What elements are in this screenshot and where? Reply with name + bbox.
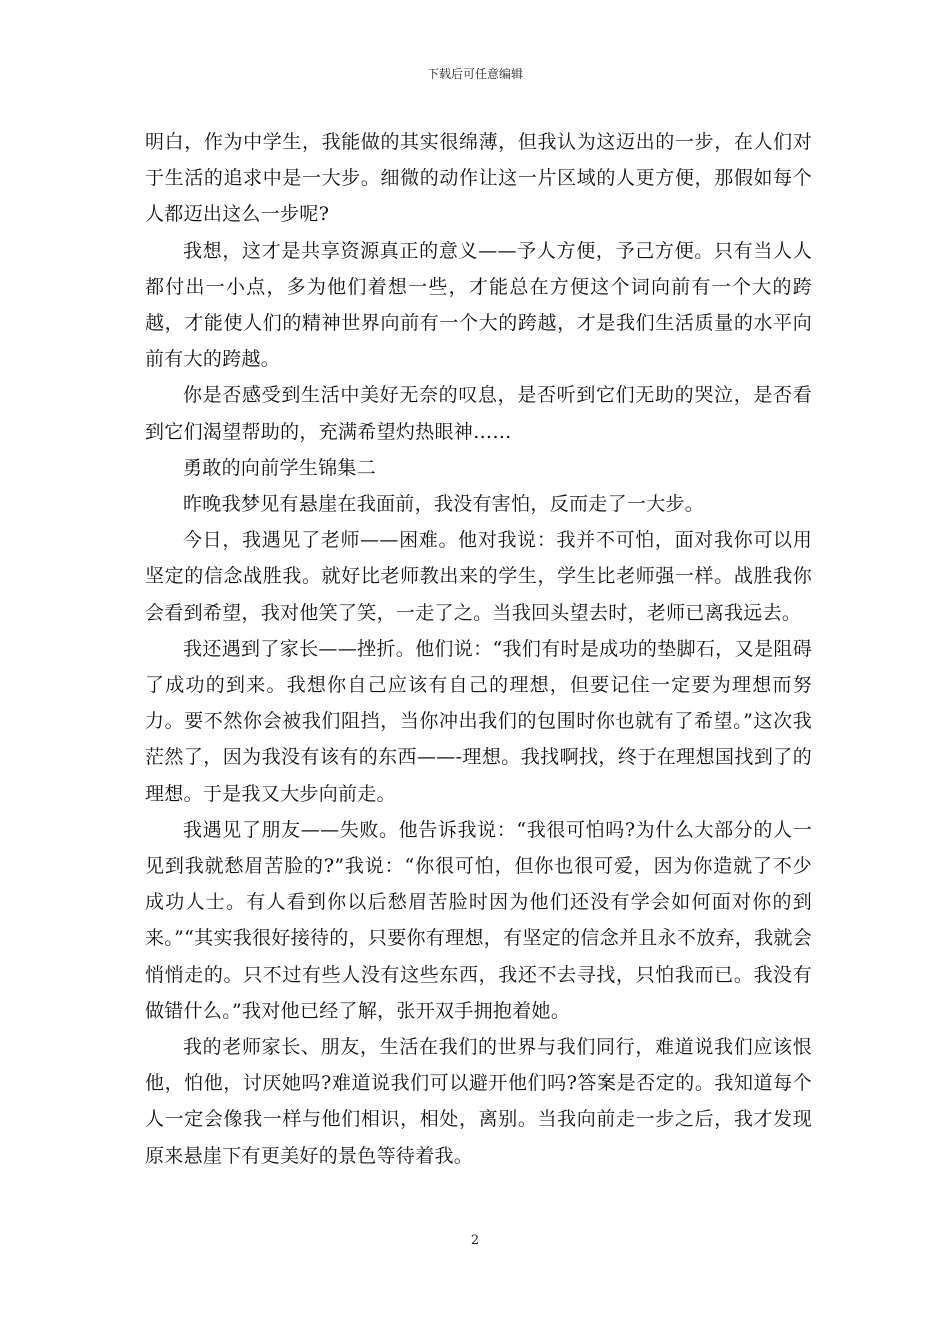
document-body bbox=[145, 124, 812, 1174]
page-header: 下载后可任意编辑 bbox=[426, 67, 523, 81]
section-title: 勇敢的向前学生锦集二 bbox=[183, 456, 377, 479]
paragraph: 昨晚我梦见有悬崖在我面前，我没有害怕，反而走了一大步。 bbox=[183, 493, 705, 516]
paragraph: 我的老师家长、朋友，生活在我们的世界与我们同行，难道说我们应该恨他，怕他，讨厌她吗?难道说我们可以避开他们吗?答案是否定的。我知道每个人一定会像我一样与他们相识，相处，离别。当我向前走一步之后，我才发现原来悬崖下有更美好的景色等待着我。 bbox=[145, 1036, 812, 1167]
paragraph: 我遇见了朋友——失败。他告诉我说：“我很可怕吗?为什么大部分的人一见到我就愁眉苦脸的?”我说：“你很可怕，但你也很可爱，因为你造就了不少成功人士。有人看到你以后愁眉苦脸时因为他们还没有学会如何面对你的到来。”“其实我很好接待的，只要你有理想，有坚定的信念并且永不放弃，我就会悄悄走的。只不过有些人没有这些东西，我还不去寻找，只怕我而已。我没有做错什么。”我对他已经了解，张开双手拥抱着她。 bbox=[145, 818, 812, 1022]
paragraph: 今日，我遇见了老师——困难。他对我说：我并不可怕，面对我你可以用坚定的信念战胜我。就好比老师教出来的学生，学生比老师强一样。战胜我你会看到希望，我对他笑了笑，一走了之。当我回头望去时，老师已离我远去。 bbox=[145, 529, 812, 624]
paragraph-continued: 明白，作为中学生，我能做的其实很绵薄，但我认为这迈出的一步，在人们对于生活的追求中是一大步。细微的动作让这一片区域的人更方便，那假如每个人都迈出这么一步呢? bbox=[145, 131, 812, 226]
paragraph: 你是否感受到生活中美好无奈的叹息，是否听到它们无助的哭泣，是否看到它们渴望帮助的，充满希望灼热眼神…… bbox=[145, 384, 812, 443]
paragraph: 我还遇到了家长——挫折。他们说：“我们有时是成功的垫脚石，又是阻碍了成功的到来。我想你自己应该有自己的理想，但要记住一定要为理想而努力。要不然你会被我们阻挡，当你冲出我们的包围时你也就有了希望。”这次我茫然了，因为我没有该有的东西——-理想。我找啊找，终于在理想国找到了的理想。于是我又大步向前走。 bbox=[145, 637, 812, 805]
page-number: 2 bbox=[470, 1233, 480, 1248]
paragraph: 我想，这才是共享资源真正的意义——予人方便，予己方便。只有当人人都付出一小点，多为他们着想一些，才能总在方便这个词向前有一个大的跨越，才能使人们的精神世界向前有一个大的跨越，才是我们生活质量的水平向前有大的跨越。 bbox=[145, 239, 812, 371]
